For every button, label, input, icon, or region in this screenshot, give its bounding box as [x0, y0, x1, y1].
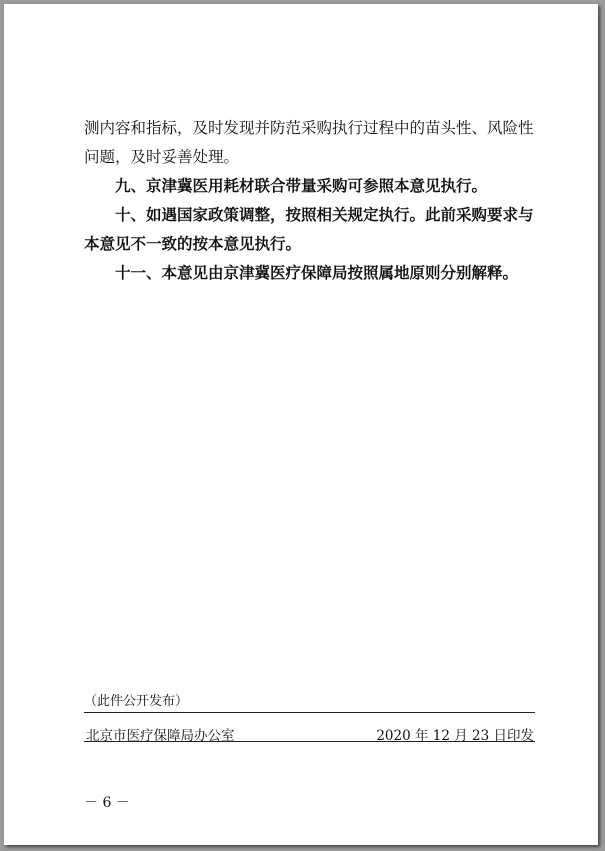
footer-bottom-rule [84, 741, 535, 742]
page-number: － 6 － [84, 795, 130, 811]
publication-note: （此件公开发布） [84, 694, 189, 709]
item-ten: 十、如遇国家政策调整，按照相关规定执行。此前采购要求与本意见不一致的按本意见执行。 [84, 206, 534, 253]
issue-date: 2020 年 12 月 23 日印发 [376, 728, 534, 744]
issuer-name: 北京市医疗保障局办公室 [86, 728, 235, 744]
document-page [4, 4, 598, 845]
footer-top-rule [84, 712, 535, 713]
item-nine: 九、京津冀医用耗材联合带量采购可参照本意见执行。 [115, 177, 488, 195]
continued-paragraph: 测内容和指标，及时发现并防范采购执行过程中的苗头性、风险性问题，及时妥善处理。 [84, 119, 534, 166]
item-eleven: 十一、本意见由京津冀医疗保障局按照属地原则分别解释。 [115, 264, 519, 282]
